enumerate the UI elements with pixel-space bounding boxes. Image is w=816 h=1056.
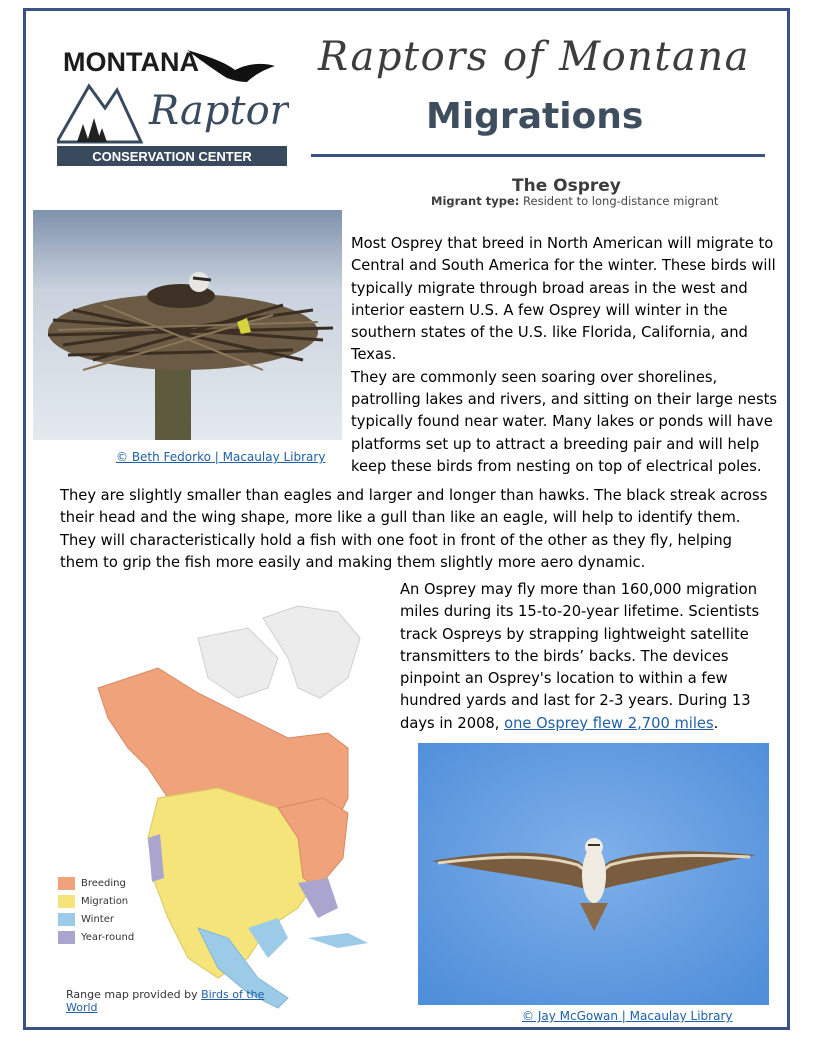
legend-year-round-label: Year-round	[81, 931, 135, 943]
page-title: Migrations	[426, 96, 644, 137]
tracking-paragraph	[400, 579, 775, 735]
map-legend	[58, 874, 134, 946]
tracking-end: .	[713, 714, 719, 732]
logo-line2: Raptor	[149, 88, 289, 134]
species-name: The Osprey	[512, 176, 621, 196]
flight-photo-credit[interactable]: © Jay McGowan | Macaulay Library	[522, 1009, 733, 1023]
migrant-value: Resident to long-distance migrant	[523, 194, 719, 208]
habitat-text: They are commonly seen soaring over shorelines, patrolling lakes and rivers, and sitting on their large nests typically found near water. Many lakes or ponds will have platforms set up to attract a breeding pair and will help keep these birds from nesting on top of electrical poles.	[351, 368, 778, 475]
year-round-swatch	[58, 931, 75, 944]
map-credit-prefix: Range map provided by	[66, 988, 202, 1001]
migration-swatch	[58, 895, 75, 908]
legend-migration-label: Migration	[81, 895, 129, 907]
legend-winter-label: Winter	[81, 913, 114, 925]
osprey-nest-photo	[33, 210, 342, 440]
winter-swatch	[58, 913, 75, 926]
migrant-label: Migrant type:	[431, 194, 520, 208]
logo-line3: CONSERVATION CENTER	[92, 149, 252, 164]
nest-photo-credit[interactable]: © Beth Fedorko | Macaulay Library	[116, 450, 326, 464]
breeding-swatch	[58, 877, 75, 890]
migrant-type	[431, 194, 718, 208]
legend-winter	[58, 910, 134, 928]
series-title: Raptors of Montana	[318, 34, 750, 80]
identification-paragraph: They are slightly smaller than eagles and larger and longer than hawks. The black streak across their head and the wing shape, more like a gull than like an eagle, will help to identify them. They will characteristically hold a fish with one foot in front of the other as they fly, helping them to grip the fish more easily and making them slightly more aero dynamic.	[60, 487, 768, 571]
montana-raptor-logo	[57, 38, 289, 168]
legend-year-round	[58, 928, 134, 946]
intro-paragraph	[351, 233, 791, 478]
title-divider	[311, 154, 765, 157]
logo-line1: MONTANA	[63, 47, 199, 77]
eagle-icon	[187, 50, 275, 82]
osprey-flight-photo	[418, 743, 769, 1005]
legend-breeding	[58, 874, 134, 892]
tracking-text: An Osprey may fly more than 160,000 migration miles during its 15-to-20-year lifetime. Scientists track Ospreys by strapping lightweight satellite transmitters to the birds’ backs. The devices pinpoint an Osprey's location to within a few hundred yards and last for 2-3 years. During 13 days in 2008,	[400, 581, 760, 732]
legend-migration	[58, 892, 134, 910]
osprey-flight-link[interactable]: one Osprey flew 2,700 miles	[504, 714, 714, 732]
range-map	[48, 598, 398, 1016]
birds-of-the-world-link[interactable]: Birds of the World	[66, 988, 265, 1014]
map-credit	[66, 988, 286, 1014]
legend-breeding-label: Breeding	[81, 877, 126, 889]
intro-text: Most Osprey that breed in North American will migrate to Central and South America for the winter. These birds will typically migrate through broad areas in the west and interior eastern U.S. A few Osprey will winter in the southern states of the U.S. like Florida, California, and Texas.	[351, 235, 776, 364]
